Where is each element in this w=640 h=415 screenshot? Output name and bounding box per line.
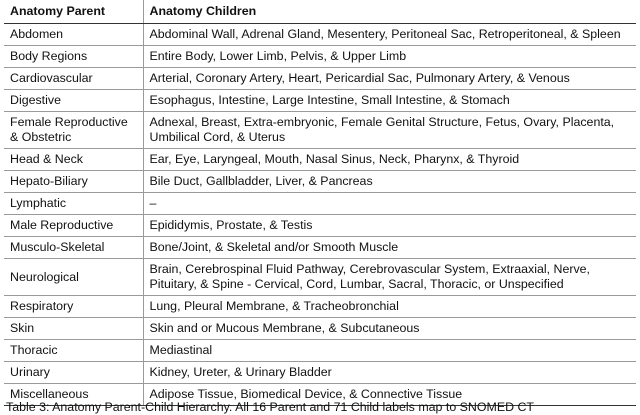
table-row (4, 68, 636, 90)
anatomy-parent-cell: Skin (4, 318, 143, 340)
table-caption: Table 3: Anatomy Parent-Child Hierarchy. All 16 Parent and 71 Child labels map to SNOMED CT (6, 400, 534, 414)
anatomy-parent-cell: Body Regions (4, 46, 143, 68)
anatomy-children-cell: Ear, Eye, Laryngeal, Mouth, Nasal Sinus, Neck, Pharynx, & Thyroid (143, 149, 636, 171)
anatomy-children-cell: Lung, Pleural Membrane, & Tracheobronchial (143, 296, 636, 318)
anatomy-parent-cell: Neurological (4, 259, 143, 296)
anatomy-hierarchy-table (4, 0, 636, 406)
table-row (4, 318, 636, 340)
anatomy-table-container (4, 0, 636, 406)
table-row (4, 112, 636, 149)
table-row (4, 149, 636, 171)
anatomy-parent-cell: Abdomen (4, 24, 143, 46)
anatomy-children-cell: – (143, 193, 636, 215)
anatomy-children-cell: Bone/Joint, & Skeletal and/or Smooth Muscle (143, 237, 636, 259)
anatomy-parent-cell: Thoracic (4, 340, 143, 362)
anatomy-children-cell: Brain, Cerebrospinal Fluid Pathway, Cerebrovascular System, Extraaxial, Nerve, Pituitary, & Spine - Cervical, Cord, Lumbar, Sacral, Thoracic, or Unspecified (143, 259, 636, 296)
anatomy-parent-cell: Urinary (4, 362, 143, 384)
header-anatomy-children: Anatomy Children (143, 0, 636, 24)
table-row (4, 215, 636, 237)
anatomy-children-cell: Skin and or Mucous Membrane, & Subcutaneous (143, 318, 636, 340)
anatomy-parent-cell: Digestive (4, 90, 143, 112)
anatomy-children-cell: Arterial, Coronary Artery, Heart, Pericardial Sac, Pulmonary Artery, & Venous (143, 68, 636, 90)
table-row (4, 90, 636, 112)
anatomy-parent-cell: Miscellaneous (4, 384, 143, 406)
table-row (4, 171, 636, 193)
anatomy-parent-cell: Hepato-Biliary (4, 171, 143, 193)
table-row (4, 46, 636, 68)
anatomy-parent-cell: Respiratory (4, 296, 143, 318)
anatomy-children-cell: Entire Body, Lower Limb, Pelvis, & Upper Limb (143, 46, 636, 68)
table-row (4, 259, 636, 296)
table-row (4, 362, 636, 384)
header-anatomy-parent: Anatomy Parent (4, 0, 143, 24)
anatomy-parent-cell: Cardiovascular (4, 68, 143, 90)
anatomy-children-cell: Adipose Tissue, Biomedical Device, & Connective Tissue (143, 384, 636, 406)
anatomy-children-cell: Adnexal, Breast, Extra-embryonic, Female Genital Structure, Fetus, Ovary, Placenta, Umbilical Cord, & Uterus (143, 112, 636, 149)
table-header-row (4, 0, 636, 24)
table-row (4, 340, 636, 362)
anatomy-parent-cell: Male Reproductive (4, 215, 143, 237)
table-row (4, 193, 636, 215)
table-row (4, 24, 636, 46)
anatomy-children-cell: Mediastinal (143, 340, 636, 362)
anatomy-children-cell: Esophagus, Intestine, Large Intestine, Small Intestine, & Stomach (143, 90, 636, 112)
anatomy-children-cell: Epididymis, Prostate, & Testis (143, 215, 636, 237)
anatomy-parent-cell: Musculo-Skeletal (4, 237, 143, 259)
anatomy-children-cell: Kidney, Ureter, & Urinary Bladder (143, 362, 636, 384)
anatomy-parent-cell: Lymphatic (4, 193, 143, 215)
anatomy-children-cell: Abdominal Wall, Adrenal Gland, Mesentery, Peritoneal Sac, Retroperitoneal, & Spleen (143, 24, 636, 46)
anatomy-parent-cell: Female Reproductive & Obstetric (4, 112, 143, 149)
table-row (4, 237, 636, 259)
table-row (4, 296, 636, 318)
anatomy-parent-cell: Head & Neck (4, 149, 143, 171)
anatomy-children-cell: Bile Duct, Gallbladder, Liver, & Pancreas (143, 171, 636, 193)
